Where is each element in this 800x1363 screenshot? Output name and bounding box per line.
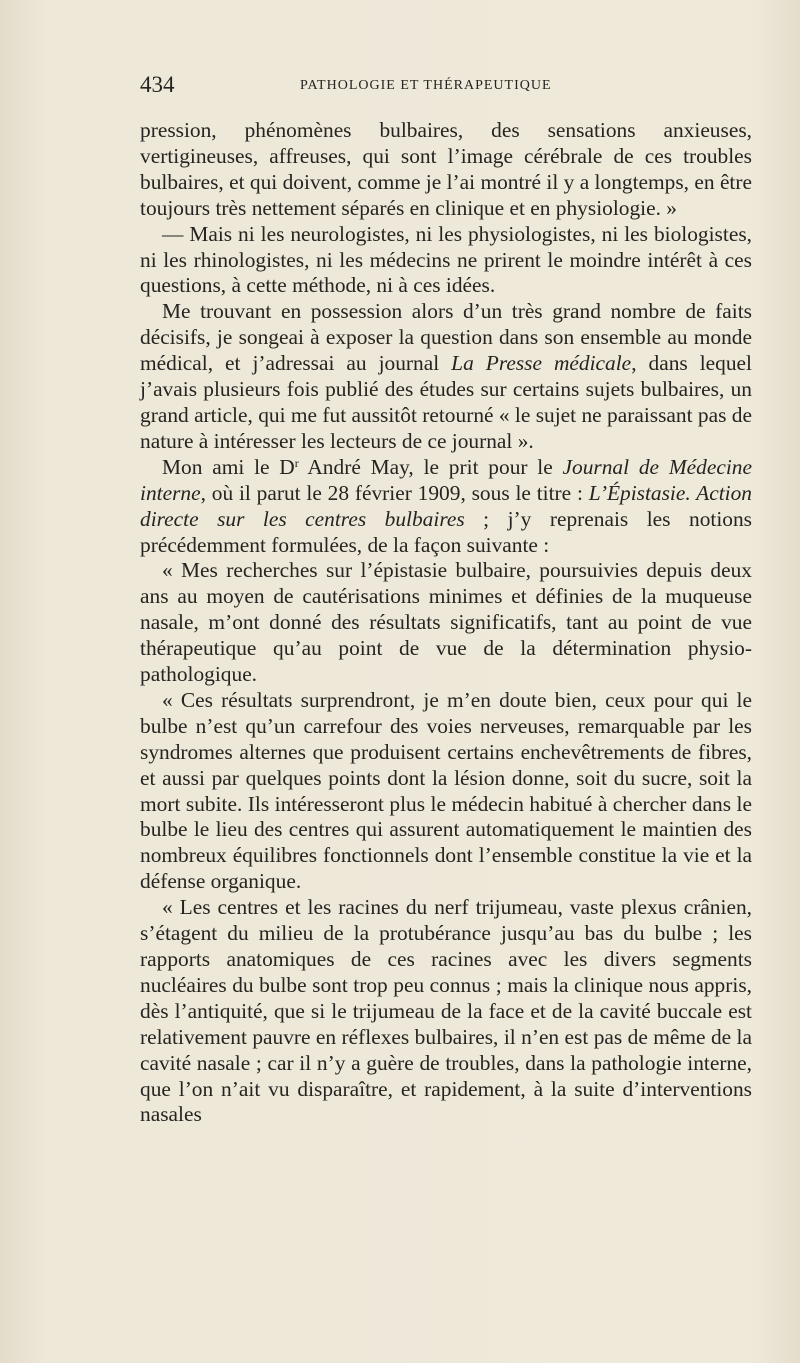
journal-title: Journal de Médecine interne xyxy=(140,454,752,505)
journal-title: La Presse médicale xyxy=(451,351,632,376)
paragraph-text: , où il parut le 28 février 1909, sous le titre : xyxy=(200,480,589,505)
superscript: r xyxy=(294,455,299,470)
paragraph xyxy=(140,299,752,454)
paragraph-text: Me trouvant en possession alors d’un très grand nombre de faits décisifs, je songeai à exposer la question dans son ensemble au monde médical, et j’adressai au journal xyxy=(140,299,752,376)
paragraph xyxy=(140,222,752,300)
paragraph-text: André May, le prit pour le xyxy=(298,454,563,479)
page-header xyxy=(140,70,750,100)
paragraph-text: — Mais ni les neurologistes, ni les physiologistes, ni les biologistes, ni les rhinologistes, ni les médecins ne prirent le moindre intérêt à ces questions, à cette méthode, ni à ces idées. xyxy=(140,221,752,298)
paragraph-text: pression, phénomènes bulbaires, des sensations anxieuses, vertigineuses, affreuses, qui sont l’image cérébrale de ces troubles bulbaires, et qui doivent, comme je l’ai montré il y a longtemps, en être toujours très nettement séparés en clinique et en physiologie. » xyxy=(140,118,752,220)
paragraph xyxy=(140,118,752,222)
article-title: L’Épistasie. Action directe sur les centres bulbaires xyxy=(140,480,752,531)
paragraph xyxy=(140,688,752,895)
paragraph xyxy=(140,455,752,559)
paragraph-text: , dans lequel j’avais plusieurs fois publié des études sur certains sujets bulbaires, un grand article, qui me fut aussitôt retourné « le sujet ne paraissant pas de nature à intéresser les lecteurs de ce journal ». xyxy=(140,351,752,453)
paragraph xyxy=(140,558,752,688)
running-title: PATHOLOGIE ET THÉRAPEUTIQUE xyxy=(300,78,552,93)
paragraph xyxy=(140,895,752,1128)
paragraph-text: Mon ami le D xyxy=(162,454,295,479)
paragraph-text: « Ces résultats surprendront, je m’en doute bien, ceux pour qui le bulbe n’est qu’un carrefour des voies nerveuses, remarquable par les syndromes alternes que produisent certains enchevêtrements de fibres, et aussi par quelques points dont la lésion donne, soit du sucre, soit la mort subite. Ils intéresseront plus le médecin habitué à chercher dans le bulbe le lieu des centres qui assurent automatiquement le maintien des nombreux équilibres fonctionnels dont l’ensemble constitue la vie et la défense organique. xyxy=(140,687,752,894)
paragraph-text: « Mes recherches sur l’épistasie bulbaire, poursuivies depuis deux ans au moyen de cautérisations minimes et définies de la muqueuse nasale, m’ont donné des résultats significatifs, tant au point de vue thérapeutique qu’au point de vue de la détermination physio-pathologique. xyxy=(140,558,752,687)
paragraph-text: ; j’y reprenais les notions précédemment formulées, de la façon suivante : xyxy=(140,506,752,557)
paragraph-text: « Les centres et les racines du nerf trijumeau, vaste plexus crânien, s’étagent du milieu de la protubérance jusqu’au bas du bulbe ; les rapports anatomiques de ces racines avec les divers segments nucléaires du bulbe sont trop peu connus ; mais la clinique nous appris, dès l’antiquité, que si le trijumeau de la face et de la cavité buccale est relativement pauvre en réflexes bulbaires, il n’en est pas de même de la cavité nasale ; car il n’y a guère de troubles, dans la pathologie interne, que l’on n’ait vu disparaître, et rapidement, à la suite d’interventions nasales xyxy=(140,895,752,1127)
page-number: 434 xyxy=(140,72,175,97)
body-text xyxy=(140,118,752,1128)
